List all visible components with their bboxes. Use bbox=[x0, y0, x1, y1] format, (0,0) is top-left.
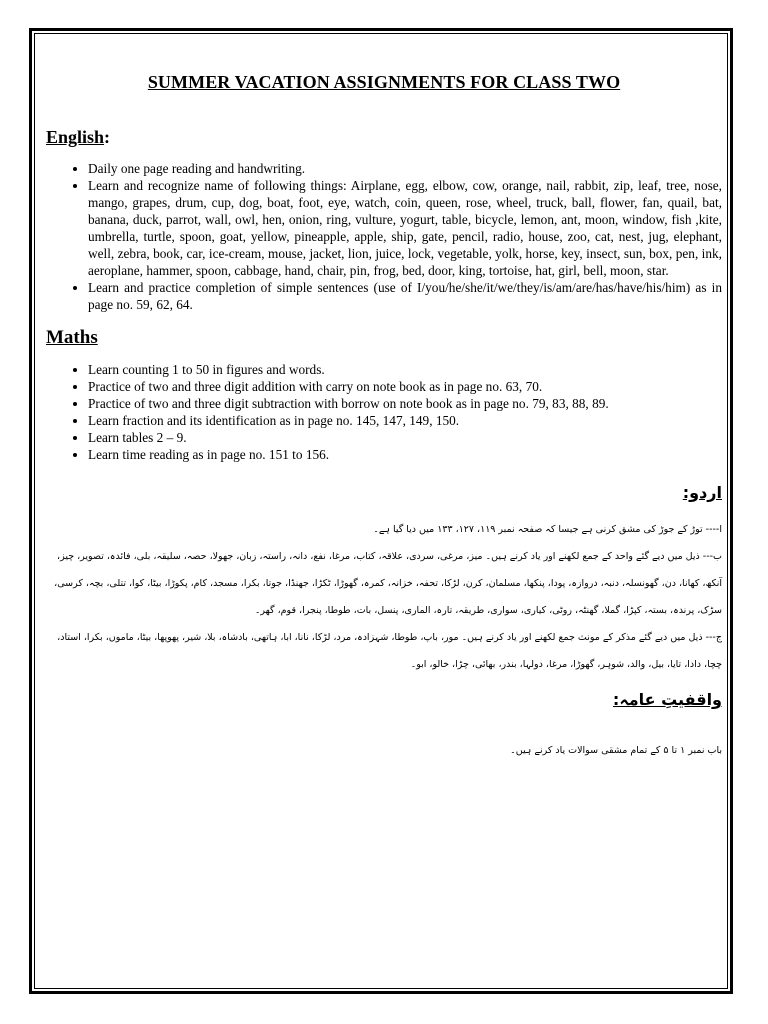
maths-item: • Learn time reading as in page no. 151 to 156. bbox=[88, 446, 722, 463]
urdu-para-a: ا---- توڑ کے جوڑ کی مشق کرنی ہے جیسا کہ صفحہ نمبر ۱۱۹، ۱۲۷، ۱۳۳ میں دیا گیا ہے۔ bbox=[373, 524, 722, 535]
urdu-section bbox=[46, 483, 722, 764]
maths-item: • Practice of two and three digit subtraction with borrow on note book as in page no. 79, 83, 88, 89. bbox=[88, 395, 722, 412]
english-heading-text: English bbox=[46, 127, 105, 147]
english-item: • Daily one page reading and handwriting. bbox=[88, 160, 722, 177]
maths-item: • Learn counting 1 to 50 in figures and words. bbox=[88, 361, 722, 378]
document-title: SUMMER VACATION ASSIGNMENTS FOR CLASS TWO bbox=[147, 72, 621, 92]
urdu-para-b: ب--- ذیل میں دیے گئے واحد کے جمع لکھنے اور یاد کرنے ہیں۔ میز، مرغی، سردی، علاقہ، کتاب، مرغا، نفع، دانہ، راستہ، زبان، جھولا، حصہ، سلیقہ، بلی، فائدہ، تصویر، چیز، آنکھ، کھانا، دن، گھونسلہ، دنبہ، دروازہ، پودا، پنکھا، مسلمان، کرن، لڑکا، تحفہ، خزانہ، کمرہ، گھوڑا، ٹکڑا، جھنڈا، جوتا، بکرا، مسجد، کام، پکوڑا، بیٹا، کوا، تتلی، بچہ، کرسی، سڑک، پرندہ، بستہ، کپڑا، گملا، گھنٹہ، روٹی، کیاری، سواری، طریقہ، تارہ، الماری، پنسل، بات، طوطا، پنجرا، قوم، گھر۔ bbox=[54, 551, 722, 616]
maths-heading bbox=[46, 327, 722, 349]
document-body bbox=[46, 72, 722, 764]
urdu-heading: اردو: bbox=[682, 483, 722, 502]
english-heading-colon: : bbox=[104, 127, 111, 147]
english-item: • Learn and practice completion of simple sentences (use of I/you/he/she/it/we/they/is/am/are/has/have/his/him) as in page no. 59, 62, 64. bbox=[88, 279, 722, 313]
maths-item: • Practice of two and three digit addition with carry on note book as in page no. 63, 70. bbox=[88, 378, 722, 395]
maths-item: • Learn tables 2 – 9. bbox=[88, 429, 722, 446]
general-knowledge-text: باب نمبر ۱ تا ۵ کے تمام مشقی سوالات یاد کرنے ہیں۔ bbox=[510, 745, 722, 756]
english-heading bbox=[46, 127, 722, 148]
english-item: • Learn and recognize name of following things: Airplane, egg, elbow, cow, orange, nail, rabbit, zip, leaf, tree, nose, mango, grapes, drum, cup, dog, boat, foot, eye, watch, coin, queen, rose, wheel, truck, ball, flower, fan, quail, bat, banana, duck, parrot, wall, owl, hen, onion, ring, vulture, yogurt, table, bicycle, lemon, ant, moon, window, fish ,kite, umbrella, turtle, spoon, goat, yellow, pineapple, apple, ship, gate, pencil, radio, house, zoo, cat, nest, jug, elephant, well, zebra, book, car, ice-cream, mouse, jacket, lion, juice, lock, vegetable, yolk, horse, key, insect, sun, box, pen, ink, aeroplane, hammer, spoon, cabbage, hand, chair, pin, frog, bed, door, king, tortoise, hat, girl, bell, moon, star. bbox=[88, 177, 722, 279]
urdu-para-c: ج--- ذیل میں دیے گئے مذکر کے مونث جمع لکھنے اور یاد کرنے ہیں۔ مور، باپ، طوطا، شہزادہ، مرد، لڑکا، نانا، ابا، ہاتھی، بادشاہ، بلا، شیر، پھوپھا، بیٹا، ماموں، بکرا، استاد، چچا، دادا، تایا، بیل، والد، شوہر، گھوڑا، مرغا، دولہا، بندر، بھائی، چڑا، خالو، ابو۔ bbox=[57, 632, 722, 670]
general-knowledge-heading: واقفیتِ عامہ: bbox=[612, 690, 722, 709]
maths-list bbox=[46, 361, 722, 463]
maths-item: • Learn fraction and its identification as in page no. 145, 147, 149, 150. bbox=[88, 412, 722, 429]
english-list bbox=[46, 160, 722, 313]
maths-heading-text: Maths bbox=[46, 327, 98, 348]
